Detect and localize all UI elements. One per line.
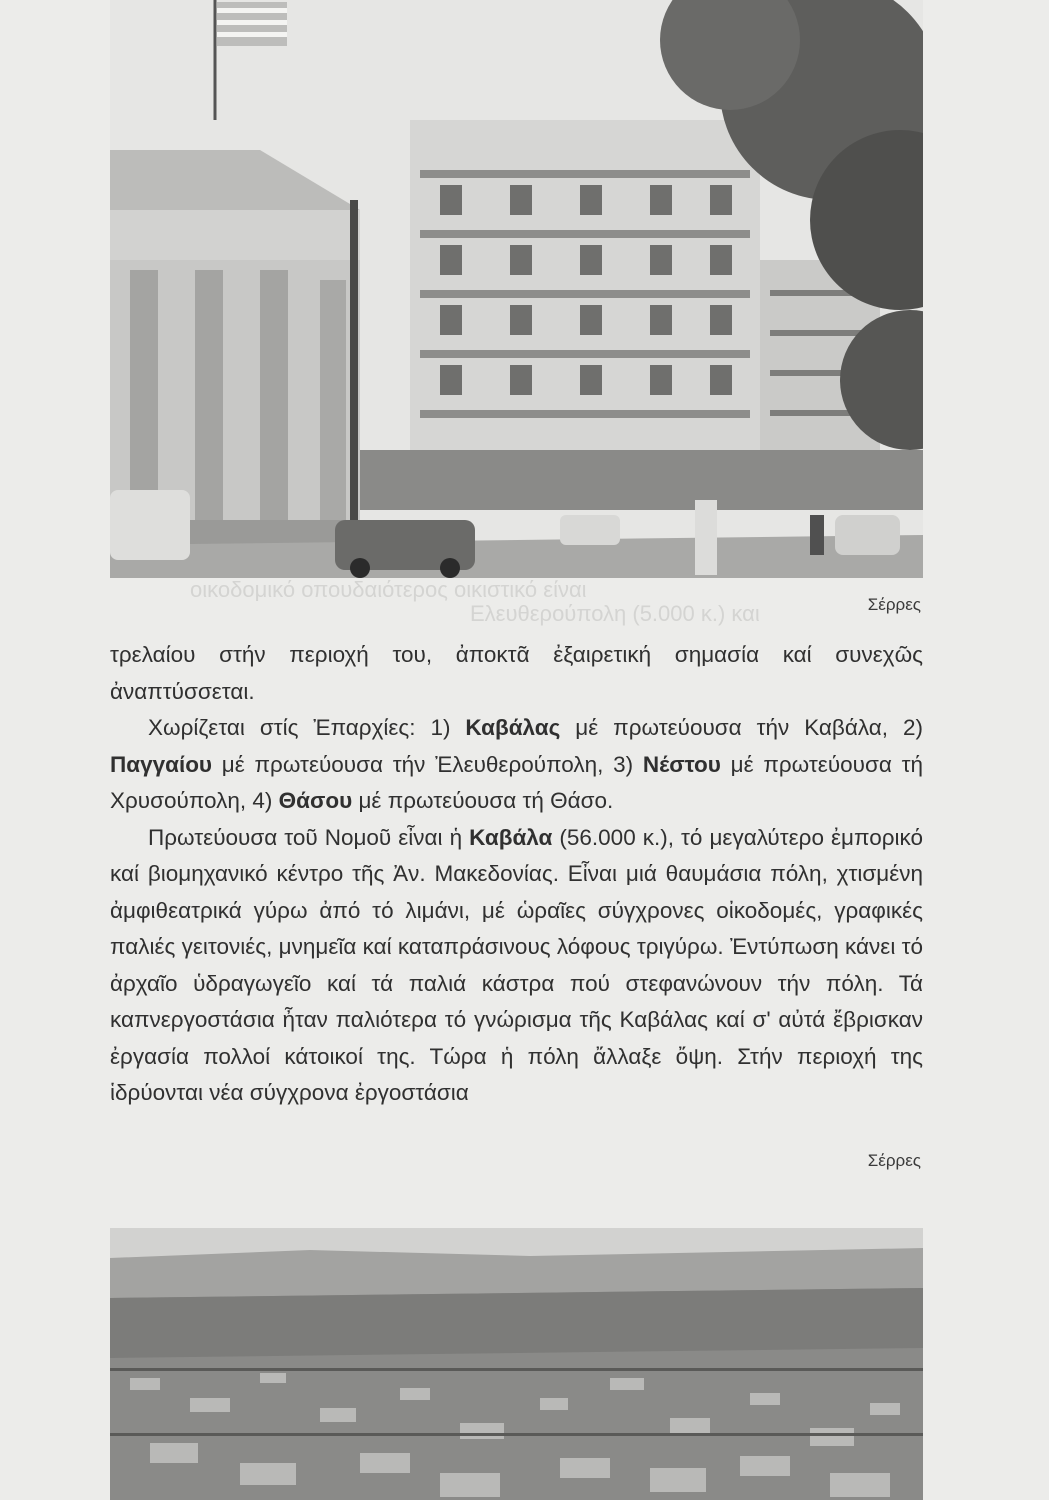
bold-term-kavala-city: Καβάλα: [469, 824, 553, 850]
aerial-city-photograph: [110, 1228, 923, 1500]
bold-term-nestos: Νέστου: [642, 751, 721, 777]
paragraph-3: [110, 820, 923, 1112]
text-run: (56.000 κ.), τό μεγαλύτερο ἐμπορικό καί βιομηχανικό κέντρο τῆς Ἀν. Μακεδονίας. Εἶναι μιά θαυμάσια πόλη, χτισμένη ἀμφιθεατρικά γύρω ἀπό τό λιμάνι, μέ ὡραῖες σύγχρονες οἰκοδομές, γραφικές παλιές γειτονιές, μνημεῖα καί καταπράσινους λόφους τριγύρω. Ἐντύπωση κάνει τό ἀρχαῖο ὑδραγωγεῖο καί τά παλιά κάστρα πού στεφανώνουν τήν πόλη. Τά καπνεργοστάσια ἦταν παλιότερα τό γνώρισμα τῆς Καβάλας καί σ' αὐτά ἔβρισκαν ἐργασία πολλοί κάτοικοί της. Τώρα ἡ πόλη ἄλλαξε ὄψη. Στήν περιοχή της ἱδρύονται νέα σύγχρονα ἐργοστάσια: [110, 824, 923, 1105]
ghost-line-2: Ελευθερούπολη (5.000 κ.) και: [470, 601, 760, 626]
text-run: μέ πρωτεύουσα τήν Καβάλα, 2): [560, 715, 923, 740]
main-text: [110, 637, 923, 1112]
bold-term-thasos: Θάσου: [278, 788, 353, 813]
photo-caption-top: Σέρρες: [867, 595, 921, 614]
street-photo-drawing: [110, 0, 923, 578]
ghost-line-1: οικοδομικό οπουδαιότερος οικιστικό είναι: [190, 578, 587, 602]
paragraph-2: [110, 710, 923, 820]
paragraph-1: τρελαίου στήν περιοχή του, ἀποκτᾶ ἐξαιρετική σημασία καί συνεχῶς ἀναπτύσσεται.: [110, 642, 923, 704]
bold-term-kavala: Καβάλας: [465, 715, 561, 740]
text-run: μέ πρωτεύουσα τήν Ἐλευθερούπολη, 3): [212, 751, 643, 777]
bold-term-paggaio: Παγγαίου: [110, 751, 213, 777]
aerial-photo-drawing: [110, 1228, 923, 1500]
text-run: μέ πρωτεύουσα τή Θάσο.: [352, 788, 614, 813]
photo-caption-bottom: Σέρρες: [867, 1151, 921, 1170]
text-run: μέ πρωτεύουσα τή Χρυσούπολη, 4): [110, 751, 923, 813]
street-photograph: [110, 0, 923, 578]
text-run: Χωρίζεται στίς Ἐπαρχίες: 1): [148, 715, 466, 740]
text-run: Πρωτεύουσα τοῦ Νομοῦ εἶναι ἡ: [148, 824, 470, 850]
